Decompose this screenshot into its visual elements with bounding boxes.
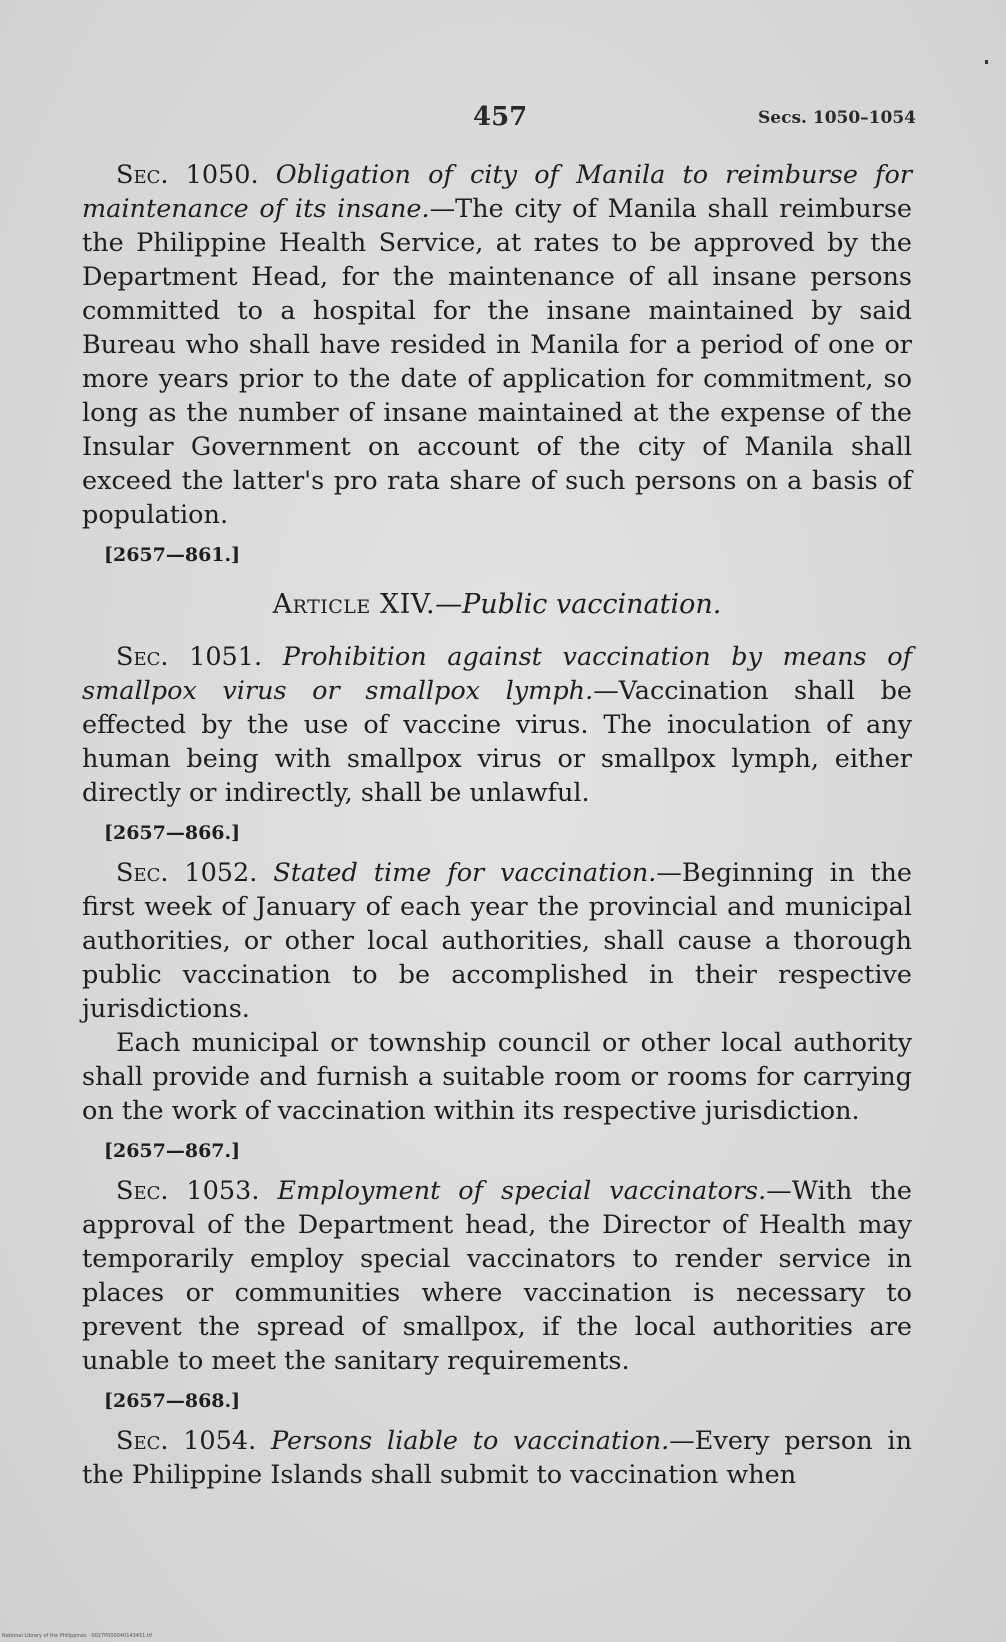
section-1051 (82, 640, 912, 810)
section-caption: Persons liable to vaccination. (270, 1426, 670, 1456)
section-1054 (82, 1424, 912, 1492)
section-caption: Stated time for vaccination. (273, 858, 657, 888)
section-text: —Every person in the Philippine Islands shall submit to vaccination when (82, 1426, 913, 1490)
section-label: Sec. 1053. (116, 1176, 260, 1206)
section-label: Sec. 1050. (116, 160, 259, 190)
section-caption: Employment of special vaccinators. (277, 1176, 767, 1206)
scan-footer: National Library of the Philippines · 0027P000040143451.tif (2, 1633, 153, 1639)
section-text: —The city of Manila shall reimburse the Philippine Health Service, at rates to be approved by the Department Head, for the maintenance of all insane persons committed to a hospital for the insane maintained by said Bureau who shall have resided in Manila for a period of one or more years prior to the date of application for commitment, so long as the number of insane maintained at the expense of the Insular Government on account of the city of Manila shall exceed the latter's pro rata share of such persons on a basis of population. (82, 194, 912, 530)
section-label: Sec. 1052. (116, 858, 258, 888)
section-1050 (82, 158, 912, 532)
section-caption: Obligation of city of Manila to reimburse for maintenance of its insane. (82, 160, 913, 224)
citation: [2657—867.] (104, 1140, 241, 1162)
section-text: —Vaccination shall be effected by the use of vaccine virus. The inoculation of any human being with smallpox virus or smallpox lymph, either directly or indirectly, shall be unlawful. (82, 676, 913, 808)
page-number: 457 (473, 102, 528, 132)
section-1053 (82, 1174, 912, 1378)
running-head: Secs. 1050–1054 (758, 108, 916, 128)
scan-speck (985, 60, 988, 64)
article-caption: —Public vaccination. (435, 589, 722, 620)
section-1052 (82, 856, 912, 1026)
page-header (0, 100, 1006, 140)
citation: [2657—866.] (104, 822, 241, 844)
section-label: Sec. 1051. (116, 642, 263, 672)
section-label: Sec. 1054. (116, 1426, 257, 1456)
citation: [2657—861.] (104, 544, 241, 566)
article-heading (82, 588, 912, 622)
section-caption: Prohibition against vaccination by means of smallpox virus or smallpox lymph. (82, 642, 913, 706)
article-label: Article XIV. (272, 589, 436, 620)
section-1052-paragraph-2: Each municipal or township council or other local authority shall provide and furnish a suitable room or rooms for carrying on the work of vaccination within its respective jurisdiction. (82, 1028, 912, 1126)
page-body (82, 158, 912, 1492)
section-text: —With the approval of the Department head, the Director of Health may temporarily employ special vaccinators to render service in places or communities where vaccination is necessary to prevent the spread of smallpox, if the local authorities are unable to meet the sanitary requirements. (82, 1176, 913, 1376)
citation: [2657—868.] (104, 1390, 241, 1412)
section-text: —Beginning in the first week of January of each year the provincial and municipal authorities, or other local authorities, shall cause a thorough public vaccination to be accomplished in their respective jurisdictions. (82, 858, 913, 1024)
